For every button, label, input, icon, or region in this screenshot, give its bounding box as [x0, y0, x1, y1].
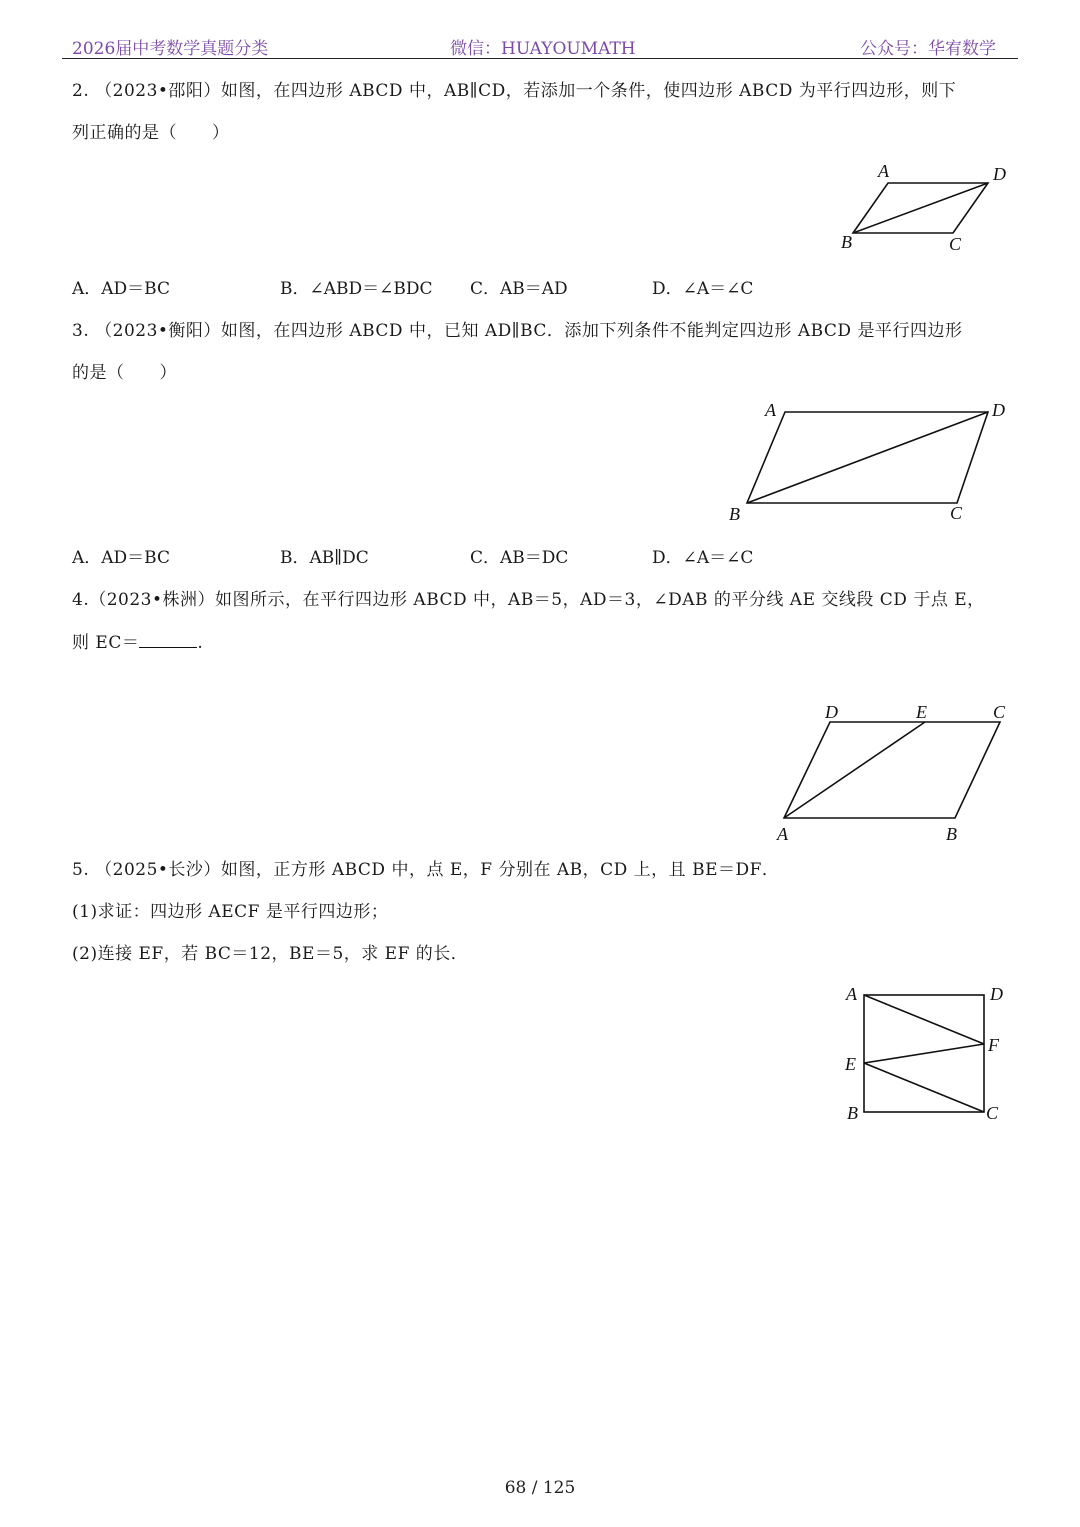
q4-label-c: C	[993, 702, 1006, 722]
q5-label-e: E	[845, 1054, 856, 1074]
q3-label-c: C	[950, 503, 963, 523]
q2-label-b: B	[841, 232, 852, 252]
q3-option-d: D．∠A＝∠C	[652, 548, 754, 568]
q5-part2: (2)连接 EF，若 BC＝12，BE＝5，求 EF 的长．	[72, 944, 469, 964]
q3-label-a: A	[765, 400, 776, 420]
q5-segment-af	[864, 995, 984, 1044]
q2-stem-line1: 2. （2023•邵阳）如图，在四边形 ABCD 中，AB∥CD，若添加一个条件，使四边形 ABCD 为平行四边形，则下	[72, 81, 957, 101]
header-account: 公众号：华宥数学	[860, 39, 996, 59]
q2-option-c: C．AB＝AD	[470, 279, 568, 299]
q4-label-a: A	[777, 824, 788, 844]
q5-label-d: D	[990, 984, 1003, 1004]
q5-segment-ef	[864, 1044, 984, 1063]
q3-option-b: B．AB∥DC	[280, 548, 369, 568]
q2-label-a: A	[878, 161, 889, 181]
q4-stem-prefix: 则 EC＝	[72, 633, 140, 653]
q4-label-d: D	[825, 702, 838, 722]
q3-option-a: A．AD＝BC	[72, 548, 170, 568]
q4-label-e: E	[916, 702, 927, 722]
q2-option-a: A．AD＝BC	[72, 279, 170, 299]
q5-label-c: C	[986, 1103, 999, 1123]
header-wechat: 微信：HUAYOUMATH	[450, 39, 636, 59]
q5-label-f: F	[988, 1035, 999, 1055]
q3-label-b: B	[729, 504, 740, 524]
q2-stem-line2: 列正确的是（ ）	[72, 123, 230, 143]
q3-label-d: D	[992, 400, 1005, 420]
q5-part1: (1)求证：四边形 AECF 是平行四边形；	[72, 902, 389, 922]
page-number: 68 / 125	[504, 1478, 576, 1498]
q4-label-b: B	[946, 824, 957, 844]
q3-option-c: C．AB＝DC	[470, 548, 569, 568]
q5-label-a: A	[846, 984, 857, 1004]
q2-label-d: D	[993, 164, 1006, 184]
q5-segment-ec	[864, 1063, 984, 1112]
q3-stem-line2: 的是（ ）	[72, 363, 177, 383]
q2-option-d: D．∠A＝∠C	[652, 279, 754, 299]
q2-label-c: C	[949, 234, 962, 254]
q5-label-b: B	[847, 1103, 858, 1123]
header-title: 2026届中考数学真题分类	[72, 39, 269, 59]
q5-stem-line1: 5. （2025•长沙）如图，正方形 ABCD 中，点 E，F 分别在 AB，CD 上，且 BE＝DF．	[72, 860, 780, 880]
q3-stem-line1: 3. （2023•衡阳）如图，在四边形 ABCD 中，已知 AD∥BC．添加下列条件不能判定四边形 ABCD 是平行四边形	[72, 321, 963, 341]
q4-stem-line1: 4.（2023•株洲）如图所示，在平行四边形 ABCD 中，AB＝5，AD＝3，∠DAB 的平分线 AE 交线段 CD 于点 E，	[72, 590, 985, 610]
q2-option-b: B．∠ABD＝∠BDC	[280, 279, 433, 299]
q4-stem-suffix: .	[197, 633, 204, 653]
